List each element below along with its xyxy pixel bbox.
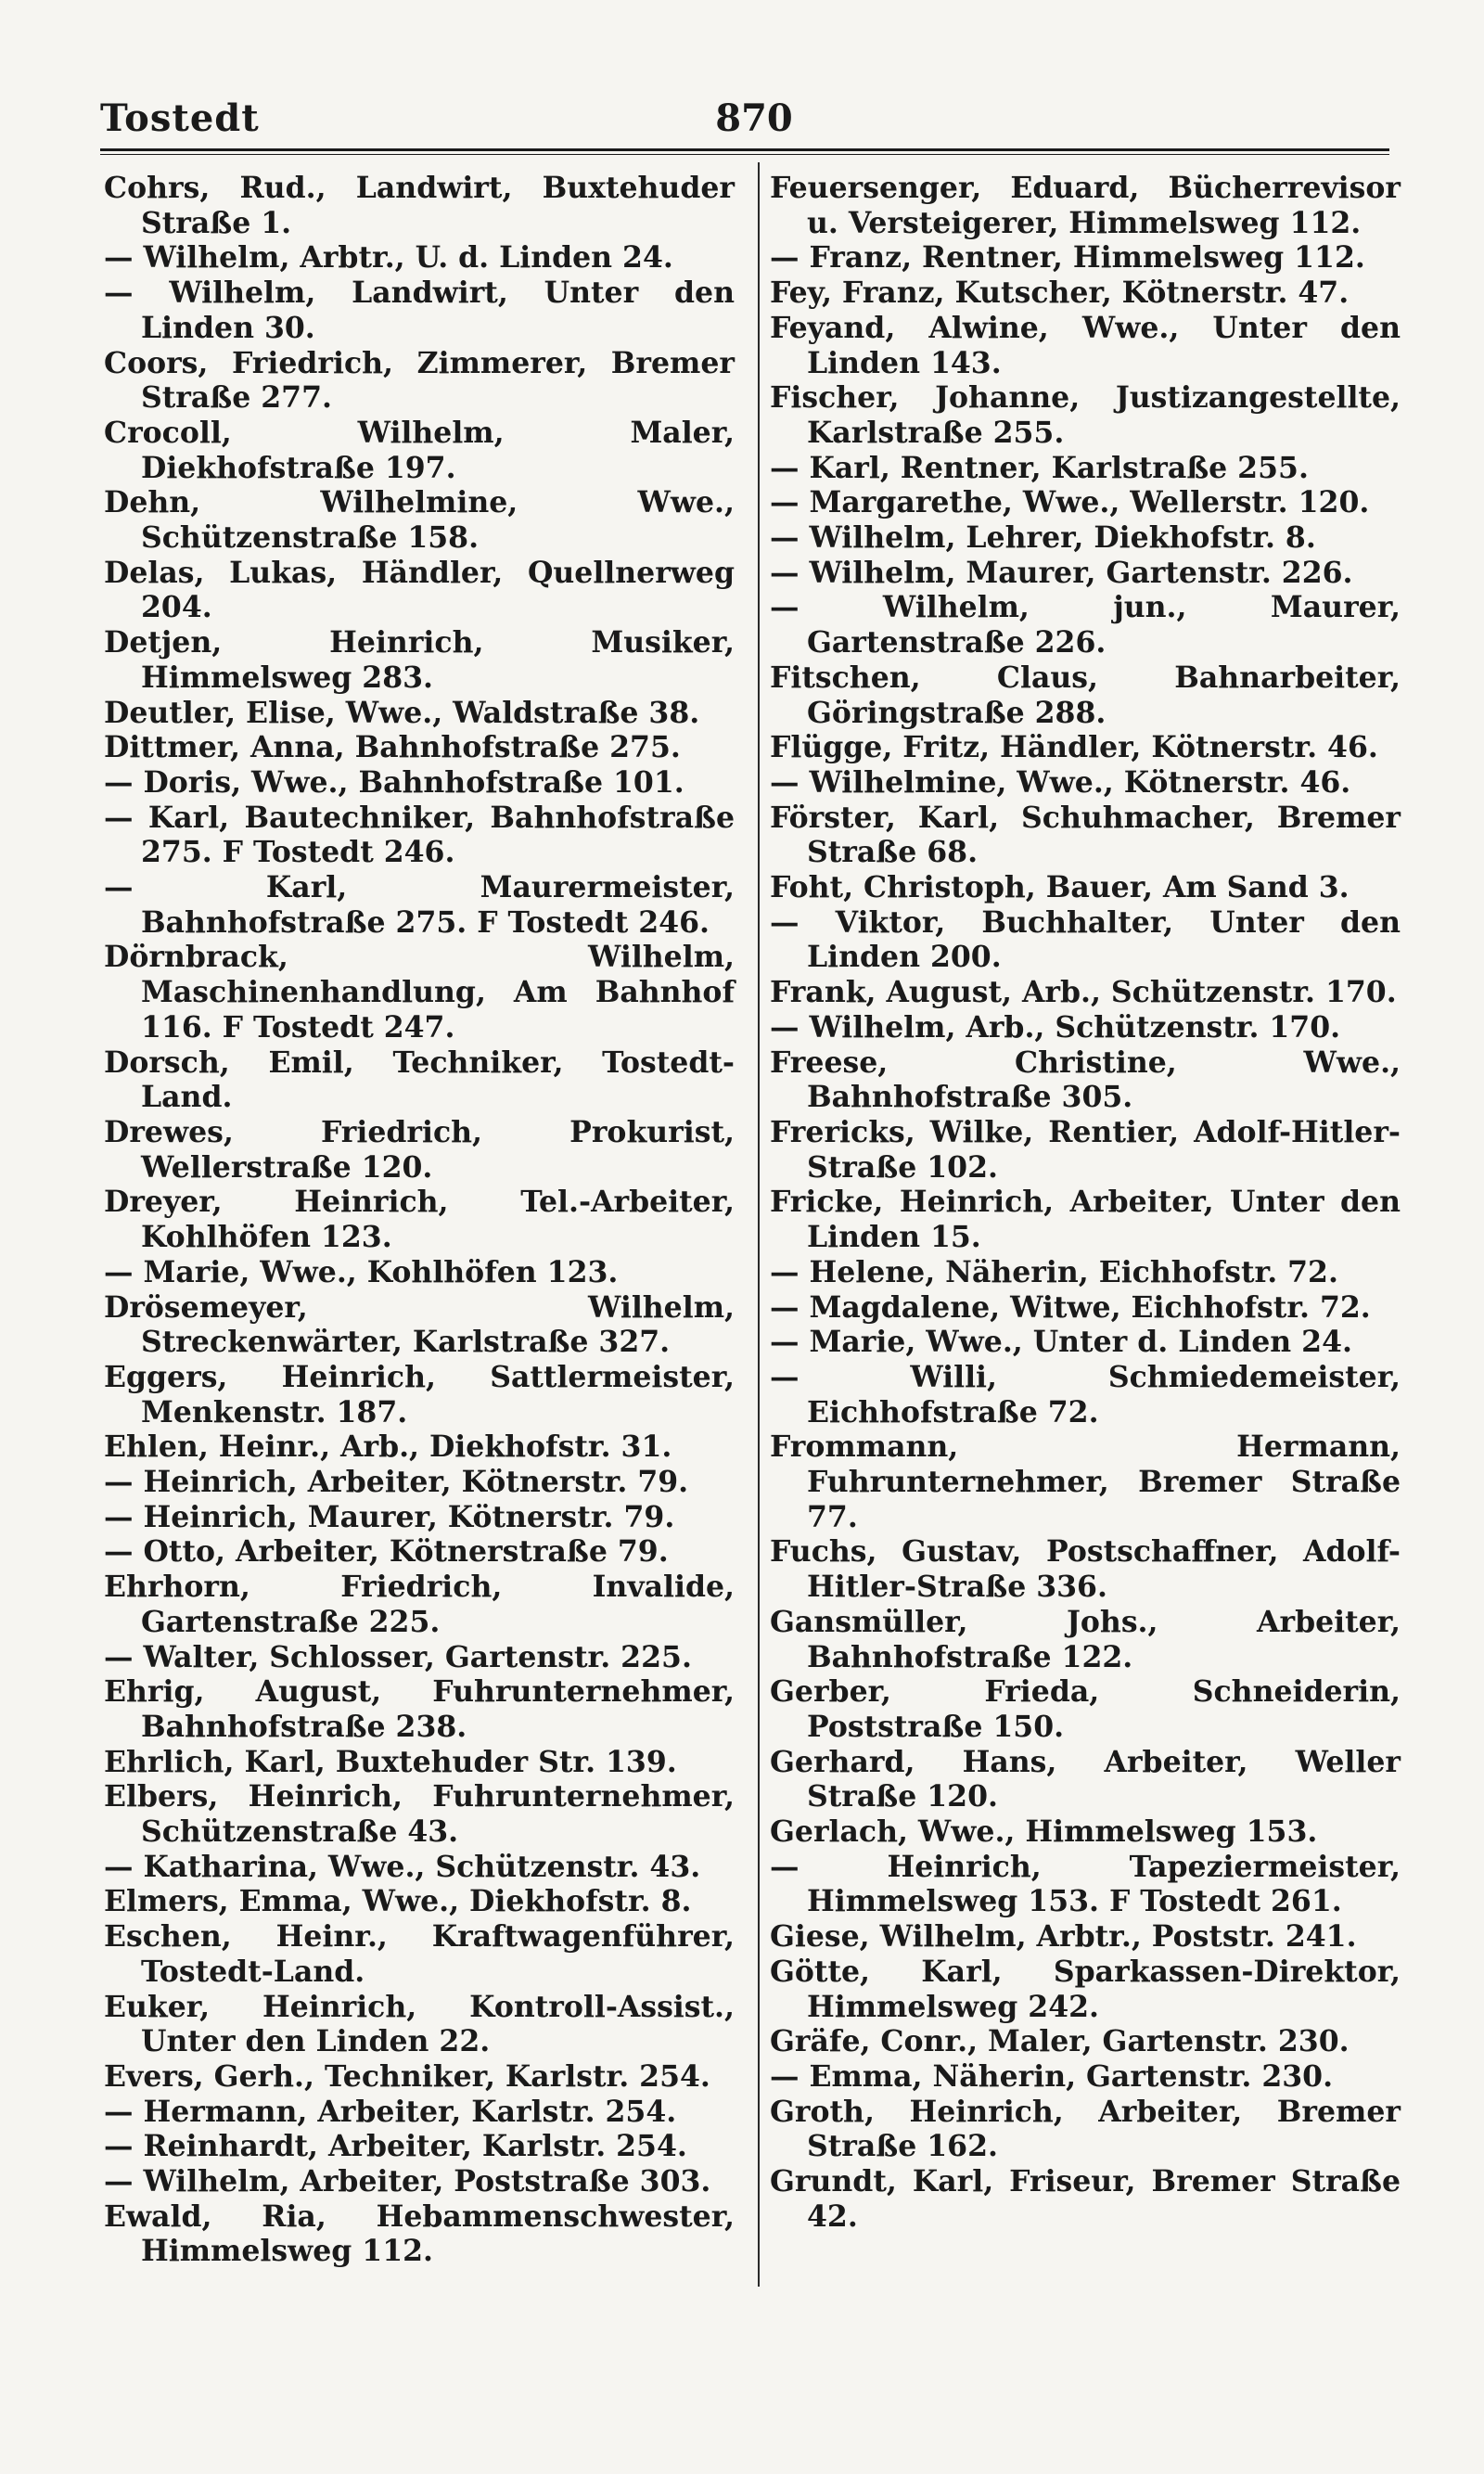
directory-entry: Flügge, Fritz, Händler, Kötnerstr. 46. (770, 730, 1378, 765)
directory-entry: — Walter, Schlosser, Gartenstr. 225. (104, 1639, 692, 1674)
directory-entry: Grundt, Karl, Friseur, Bremer Straße 42. (770, 2164, 1401, 2234)
directory-entry: Ehlen, Heinr., Arb., Diekhofstr. 31. (104, 1429, 672, 1465)
directory-entry: — Reinhardt, Arbeiter, Karlstr. 254. (104, 2129, 687, 2164)
directory-entry: Ehrlich, Karl, Buxtehuder Str. 139. (104, 1744, 677, 1779)
header-rule-thin (100, 154, 1389, 155)
directory-entry: Frank, August, Arb., Schützenstr. 170. (770, 975, 1397, 1010)
directory-entry: Förster, Karl, Schuhmacher, Bremer Straße 68. (770, 800, 1401, 870)
directory-entry: Fitschen, Claus, Bahnarbeiter, Göringstraße 288. (770, 660, 1401, 730)
directory-entry: Gansmüller, Johs., Arbeiter, Bahnhofstraße 122. (770, 1604, 1401, 1674)
directory-entry: Ewald, Ria, Hebammenschwester, Himmelsweg 112. (104, 2198, 735, 2269)
directory-entry: — Heinrich, Arbeiter, Kötnerstr. 79. (104, 1465, 689, 1500)
directory-entry: Foht, Christoph, Bauer, Am Sand 3. (770, 870, 1350, 905)
directory-entry: — Karl, Bautechniker, Bahnhofstraße 275. F Tostedt 246. (104, 800, 735, 870)
directory-entry: — Viktor, Buchhalter, Unter den Linden 200. (770, 904, 1401, 975)
directory-entry: Fuchs, Gustav, Postschaffner, Adolf-Hitler-Straße 336. (770, 1534, 1401, 1605)
directory-entry: Frericks, Wilke, Rentier, Adolf-Hitler-Straße 102. (770, 1114, 1401, 1185)
directory-entry: Ehrig, August, Fuhrunternehmer, Bahnhofstraße 238. (104, 1674, 735, 1744)
directory-entry: — Willi, Schmiedemeister, Eichhofstraße 72. (770, 1359, 1401, 1429)
directory-entry: Euker, Heinrich, Kontroll-Assist., Unter den Linden 22. (104, 1989, 735, 2059)
directory-entry: — Wilhelm, Arbtr., U. d. Linden 24. (104, 240, 673, 276)
directory-entry: Coors, Friedrich, Zimmerer, Bremer Straße 277. (104, 345, 735, 416)
directory-entry: Gerhard, Hans, Arbeiter, Weller Straße 120. (770, 1744, 1401, 1814)
directory-entry: — Emma, Näherin, Gartenstr. 230. (770, 2058, 1334, 2094)
directory-entry: Gräfe, Conr., Maler, Gartenstr. 230. (770, 2024, 1350, 2059)
directory-entry: — Doris, Wwe., Bahnhofstraße 101. (104, 764, 684, 800)
directory-entry: Drewes, Friedrich, Prokurist, Wellerstraße 120. (104, 1114, 735, 1185)
directory-entry: — Wilhelm, Arb., Schützenstr. 170. (770, 1009, 1341, 1045)
directory-entry: — Wilhelm, Lehrer, Diekhofstr. 8. (770, 520, 1316, 556)
directory-entry: — Margarethe, Wwe., Wellerstr. 120. (770, 485, 1370, 520)
directory-entry: — Magdalene, Witwe, Eichhofstr. 72. (770, 1289, 1371, 1325)
directory-entry: Elmers, Emma, Wwe., Diekhofstr. 8. (104, 1884, 692, 1919)
directory-entry: Götte, Karl, Sparkassen-Direktor, Himmelsweg 242. (770, 1954, 1401, 2024)
directory-entry: — Wilhelm, Landwirt, Unter den Linden 30. (104, 276, 735, 345)
directory-entry: Fischer, Johanne, Justizangestellte, Karlstraße 255. (770, 380, 1401, 450)
directory-entry: — Marie, Wwe., Kohlhöfen 123. (104, 1254, 619, 1289)
directory-entry: Frommann, Hermann, Fuhrunternehmer, Bremer Straße 77. (770, 1429, 1401, 1534)
directory-entry: — Heinrich, Tapeziermeister, Himmelsweg 153. F Tostedt 261. (770, 1849, 1401, 1919)
directory-entry: Cohrs, Rud., Landwirt, Buxtehuder Straße 1. (104, 171, 735, 240)
directory-entry: — Karl, Maurermeister, Bahnhofstraße 275. F Tostedt 246. (104, 870, 735, 940)
directory-entry: — Heinrich, Maurer, Kötnerstr. 79. (104, 1499, 675, 1534)
directory-entry: — Marie, Wwe., Unter d. Linden 24. (770, 1325, 1352, 1360)
directory-entry: — Wilhelm, Maurer, Gartenstr. 226. (770, 555, 1353, 590)
directory-entry: Elbers, Heinrich, Fuhrunternehmer, Schützenstraße 43. (104, 1779, 735, 1850)
directory-entry: — Franz, Rentner, Himmelsweg 112. (770, 240, 1365, 276)
directory-entry: Gerlach, Wwe., Himmelsweg 153. (770, 1814, 1318, 1850)
directory-entry: Dorsch, Emil, Techniker, Tostedt-Land. (104, 1045, 735, 1115)
directory-entry: Crocoll, Wilhelm, Maler, Diekhofstraße 197. (104, 415, 735, 485)
left-column (104, 171, 735, 2269)
directory-entry: — Helene, Näherin, Eichhofstr. 72. (770, 1254, 1338, 1289)
directory-entry: Detjen, Heinrich, Musiker, Himmelsweg 283. (104, 625, 735, 695)
directory-entry: Freese, Christine, Wwe., Bahnhofstraße 305. (770, 1045, 1401, 1115)
right-column (770, 171, 1401, 2234)
running-head-place: Tostedt (100, 96, 260, 140)
directory-entry: Drösemeyer, Wilhelm, Streckenwärter, Karlstraße 327. (104, 1289, 735, 1360)
directory-entry: Deutler, Elise, Wwe., Waldstraße 38. (104, 695, 700, 730)
directory-entry: — Otto, Arbeiter, Kötnerstraße 79. (104, 1534, 669, 1570)
directory-entry: Feyand, Alwine, Wwe., Unter den Linden 143. (770, 310, 1401, 380)
header-rule (100, 148, 1389, 151)
directory-entry: Fricke, Heinrich, Arbeiter, Unter den Linden 15. (770, 1185, 1401, 1255)
page-number: 870 (715, 96, 793, 140)
directory-entry: Delas, Lukas, Händler, Quellnerweg 204. (104, 555, 735, 625)
directory-entry: Fey, Franz, Kutscher, Kötnerstr. 47. (770, 276, 1350, 311)
directory-entry: — Wilhelm, Arbeiter, Poststraße 303. (104, 2164, 711, 2199)
directory-entry: Dörnbrack, Wilhelm, Maschinenhandlung, Am Bahnhof 116. F Tostedt 247. (104, 940, 735, 1045)
directory-entry: — Wilhelmine, Wwe., Kötnerstr. 46. (770, 764, 1351, 800)
directory-entry: Eggers, Heinrich, Sattlermeister, Menkenstr. 187. (104, 1359, 735, 1429)
directory-entry: Gerber, Frieda, Schneiderin, Poststraße 150. (770, 1674, 1401, 1744)
directory-entry: Dreyer, Heinrich, Tel.-Arbeiter, Kohlhöfen 123. (104, 1185, 735, 1255)
directory-entry: Eschen, Heinr., Kraftwagenführer, Tostedt-Land. (104, 1919, 735, 1989)
directory-entry: Dehn, Wilhelmine, Wwe., Schützenstraße 158. (104, 485, 735, 556)
directory-entry: — Wilhelm, jun., Maurer, Gartenstraße 226. (770, 590, 1401, 660)
directory-entry: Dittmer, Anna, Bahnhofstraße 275. (104, 730, 681, 765)
directory-entry: Giese, Wilhelm, Arbtr., Poststr. 241. (770, 1919, 1357, 1955)
directory-entry: — Hermann, Arbeiter, Karlstr. 254. (104, 2094, 677, 2129)
directory-entry: Ehrhorn, Friedrich, Invalide, Gartenstraße 225. (104, 1570, 735, 1639)
page-header (100, 91, 1389, 147)
column-divider (758, 162, 760, 2287)
directory-entry: — Katharina, Wwe., Schützenstr. 43. (104, 1849, 701, 1884)
directory-entry: Groth, Heinrich, Arbeiter, Bremer Straße 162. (770, 2094, 1401, 2164)
directory-entry: — Karl, Rentner, Karlstraße 255. (770, 450, 1309, 485)
directory-entry: Evers, Gerh., Techniker, Karlstr. 254. (104, 2058, 710, 2094)
directory-entry: Feuersenger, Eduard, Bücherrevisor u. Versteigerer, Himmelsweg 112. (770, 171, 1401, 240)
